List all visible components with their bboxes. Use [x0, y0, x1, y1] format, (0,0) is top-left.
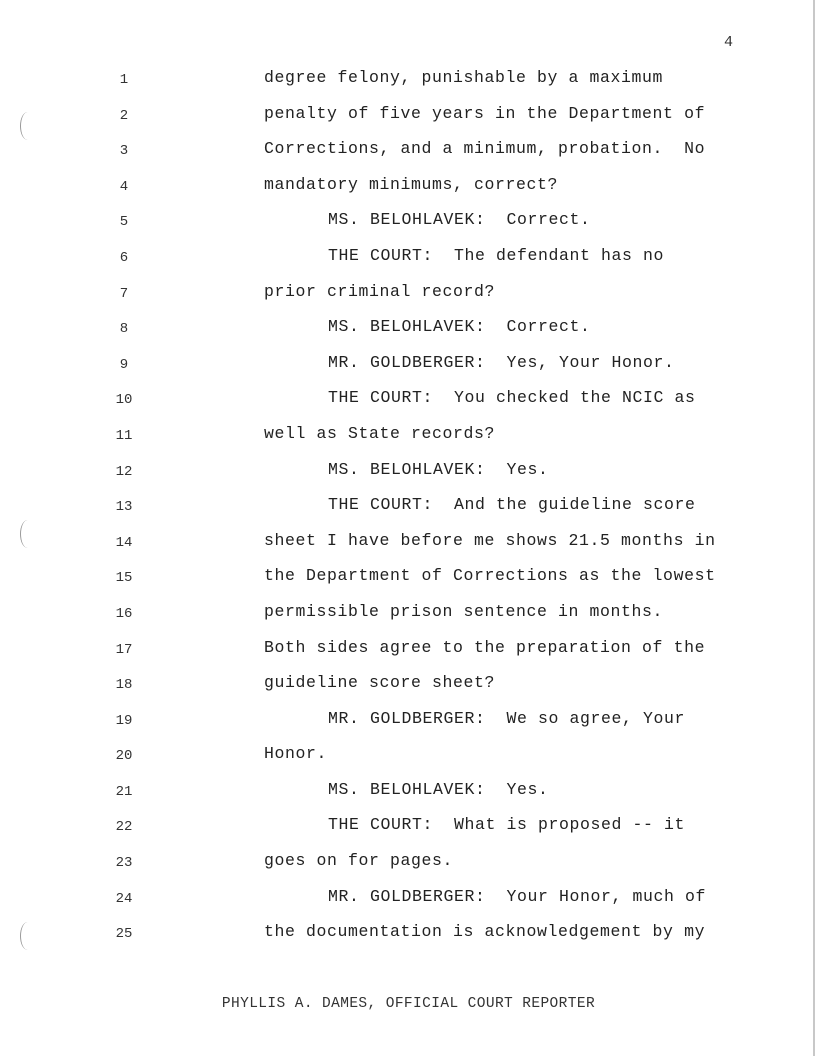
line-number: 5: [119, 214, 129, 231]
line-text: goes on for pages.: [264, 851, 454, 871]
transcript-line: [0, 351, 817, 387]
transcript-line: [0, 707, 817, 743]
line-number: 11: [115, 427, 133, 444]
line-number: 21: [115, 783, 133, 800]
line-number: 2: [119, 107, 129, 124]
line-number: 16: [115, 605, 133, 622]
line-text: MR. GOLDBERGER: Yes, Your Honor.: [328, 352, 675, 372]
transcript-line: [0, 636, 817, 672]
transcript-line: [0, 600, 817, 636]
line-number: 4: [119, 178, 129, 195]
transcript-line: [0, 813, 817, 849]
transcript-line: [0, 280, 817, 316]
transcript-line: [0, 671, 817, 707]
line-text: sheet I have before me shows 21.5 months in: [264, 530, 716, 550]
line-number: 24: [115, 890, 133, 907]
line-text: MS. BELOHLAVEK: Correct.: [328, 210, 591, 230]
transcript-line: [0, 885, 817, 921]
line-number: 19: [115, 712, 133, 729]
line-number: 20: [115, 748, 133, 765]
transcript-line: [0, 244, 817, 280]
line-number: 6: [119, 249, 129, 266]
transcript-line: [0, 173, 817, 209]
line-text: guideline score sheet?: [264, 673, 496, 693]
transcript-line: [0, 458, 817, 494]
line-number: 22: [115, 819, 133, 836]
line-text: the documentation is acknowledgement by my: [264, 922, 706, 942]
line-text: Both sides agree to the preparation of the: [264, 637, 706, 657]
line-number: 10: [115, 392, 133, 409]
line-number: 15: [115, 570, 133, 587]
line-text: MS. BELOHLAVEK: Yes.: [328, 779, 549, 799]
transcript-line: [0, 137, 817, 173]
line-text: degree felony, punishable by a maximum: [264, 68, 664, 87]
line-text: THE COURT: The defendant has no: [328, 245, 665, 265]
line-text: well as State records?: [264, 423, 496, 443]
line-number: 25: [115, 926, 133, 943]
line-text: THE COURT: And the guideline score: [328, 495, 696, 515]
transcript-line: [0, 778, 817, 814]
line-number: 13: [115, 499, 133, 516]
line-text: Honor.: [264, 744, 328, 764]
line-number: 23: [115, 855, 133, 872]
line-text: prior criminal record?: [264, 281, 496, 301]
transcript-line: [0, 386, 817, 422]
transcript-line: [0, 422, 817, 458]
line-number: 8: [119, 321, 129, 338]
line-text: THE COURT: What is proposed -- it: [328, 815, 686, 835]
transcript-line: [0, 529, 817, 565]
transcript-line: [0, 315, 817, 351]
transcript-line: [0, 742, 817, 778]
transcript-line: [0, 102, 817, 138]
transcript-line: [0, 208, 817, 244]
transcript-line: [0, 66, 817, 102]
line-text: MS. BELOHLAVEK: Correct.: [328, 317, 591, 337]
line-text: permissible prison sentence in months.: [264, 601, 664, 621]
court-reporter-footer: PHYLLIS A. DAMES, OFFICIAL COURT REPORTER: [221, 996, 596, 1012]
line-number: 7: [119, 285, 129, 302]
transcript-line: [0, 493, 817, 529]
line-number: 1: [119, 72, 129, 88]
transcript-lines: [0, 66, 817, 956]
line-text: mandatory minimums, correct?: [264, 174, 559, 194]
line-text: THE COURT: You checked the NCIC as: [328, 388, 696, 408]
page-number: 4: [723, 34, 733, 51]
transcript-line: [0, 849, 817, 885]
line-text: the Department of Corrections as the lowest: [264, 566, 716, 586]
transcript-line: [0, 564, 817, 600]
line-number: 12: [115, 463, 133, 480]
line-text: Corrections, and a minimum, probation. No: [264, 139, 706, 159]
line-text: penalty of five years in the Department of: [264, 103, 706, 123]
line-text: MS. BELOHLAVEK: Yes.: [328, 459, 549, 479]
line-number: 18: [115, 677, 133, 694]
line-text: MR. GOLDBERGER: Your Honor, much of: [328, 886, 707, 906]
line-number: 17: [115, 641, 133, 658]
line-text: MR. GOLDBERGER: We so agree, Your: [328, 708, 686, 728]
line-number: 9: [119, 356, 129, 373]
transcript-line: [0, 920, 817, 956]
line-number: 3: [119, 143, 129, 160]
line-number: 14: [115, 534, 133, 551]
